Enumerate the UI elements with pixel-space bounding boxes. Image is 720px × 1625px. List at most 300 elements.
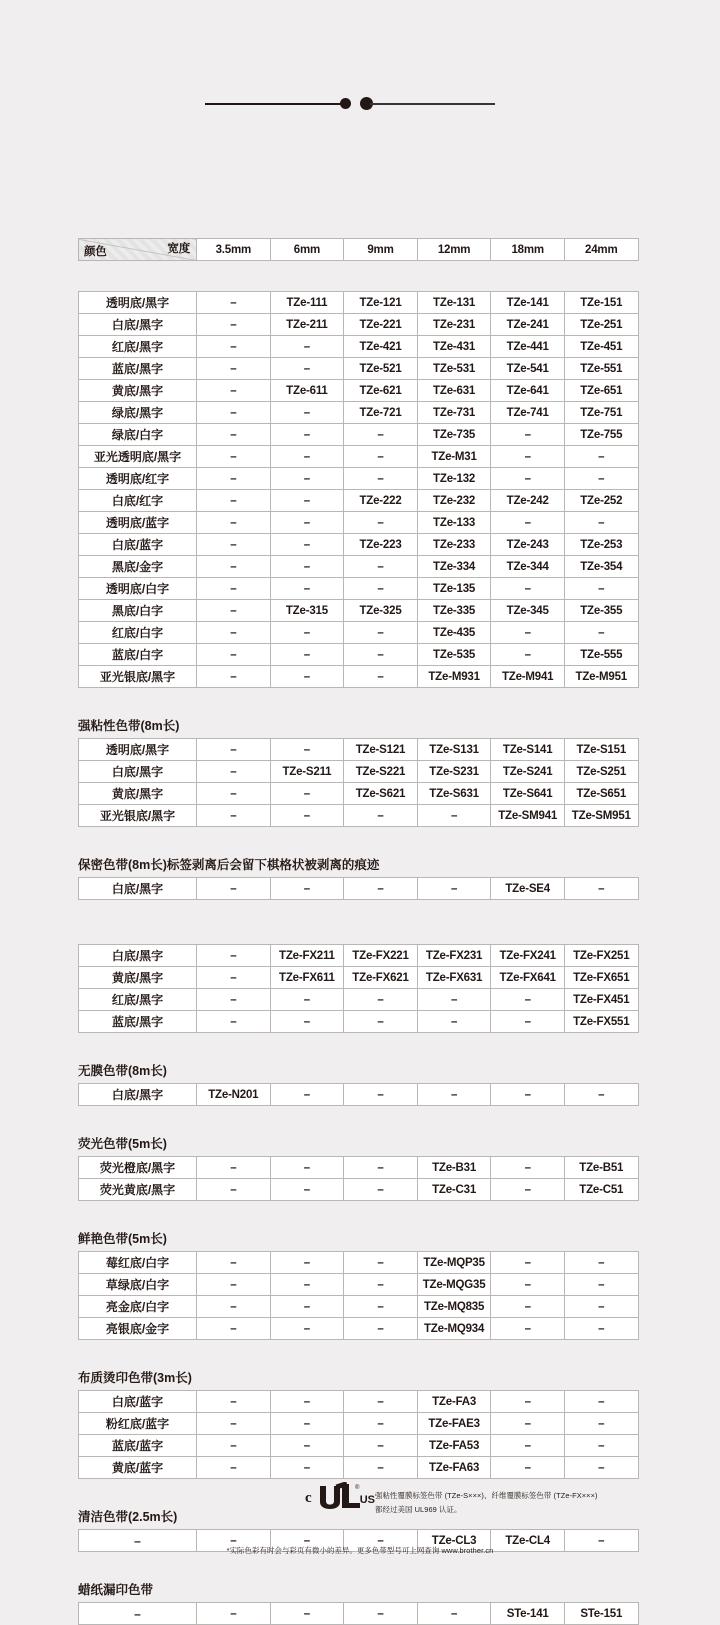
row-cell: – [344,1179,418,1201]
row-cell: – [344,468,418,490]
table-row [79,600,639,622]
table-row [79,512,639,534]
row-cell: – [197,424,271,446]
ul-text-line-1: 强粘性覆膜标签色带 (TZe-S×××)、纤维覆膜标签色带 (TZe-FX×××) [375,1491,598,1500]
table-row [79,783,639,805]
row-cell: TZe-631 [417,380,491,402]
row-cell: TZe-121 [344,292,418,314]
row-cell: TZe-FX451 [564,989,638,1011]
row-cell: – [270,1603,344,1625]
row-cell: TZe-FX611 [270,967,344,989]
table-row [79,424,639,446]
row-cell: – [270,578,344,600]
row-cell: – [197,1252,271,1274]
section-gap [78,827,638,841]
row-cell: – [270,739,344,761]
section-gap [78,688,638,702]
row-cell: TZe-232 [417,490,491,512]
row-cell: TZe-731 [417,402,491,424]
row-cell: TZe-535 [417,644,491,666]
row-cell: – [197,1603,271,1625]
row-cell: TZe-S121 [344,739,418,761]
row-cell: TZe-SE4 [491,878,565,900]
row-cell: – [344,1252,418,1274]
section-gap [78,1340,638,1354]
row-cell: TZe-MQ934 [417,1318,491,1340]
row-cell: TZe-S241 [491,761,565,783]
spec-table-section-7 [78,1390,639,1479]
row-cell: – [197,600,271,622]
row-color-label: 蓝底/黑字 [79,1011,197,1033]
row-cell: TZe-441 [491,336,565,358]
row-cell: – [197,783,271,805]
row-cell: – [197,1530,271,1552]
row-cell: TZe-131 [417,292,491,314]
table-row [79,1296,639,1318]
row-cell: – [270,1296,344,1318]
table-row [79,1157,639,1179]
row-cell: – [491,1296,565,1318]
row-color-label: 黄底/黑字 [79,380,197,402]
table-row [79,805,639,827]
row-cell: TZe-531 [417,358,491,380]
row-cell: – [564,1274,638,1296]
table-row [79,402,639,424]
row-cell: – [270,878,344,900]
ul-listing-mark-icon [305,1480,375,1514]
row-cell: TZe-FX221 [344,945,418,967]
row-cell: – [344,1084,418,1106]
row-cell: – [270,1457,344,1479]
row-cell: TZe-SM941 [491,805,565,827]
row-cell: – [197,314,271,336]
row-cell: – [270,490,344,512]
row-cell: TZe-551 [564,358,638,380]
row-cell: TZe-641 [491,380,565,402]
row-cell: TZe-151 [564,292,638,314]
column-header-1: 6mm [270,239,344,261]
row-cell: – [491,644,565,666]
row-cell: – [197,739,271,761]
row-cell: – [344,1603,418,1625]
table-row [79,1391,639,1413]
row-cell: TZe-FX251 [564,945,638,967]
section-title-0 [78,261,638,291]
table-row [79,967,639,989]
row-cell: – [197,534,271,556]
row-cell: – [197,556,271,578]
row-cell: TZe-555 [564,644,638,666]
ul-mark-us-letters: US [359,1494,375,1506]
row-cell: TZe-621 [344,380,418,402]
row-color-label: 粉红底/蓝字 [79,1413,197,1435]
column-header-5: 24mm [564,239,638,261]
row-cell: – [564,512,638,534]
row-cell: – [270,1274,344,1296]
row-color-label: 透明底/白字 [79,578,197,600]
row-cell: TZe-FX631 [417,967,491,989]
top-decorative-rule [0,88,720,120]
row-cell: – [344,878,418,900]
row-cell: TZe-FX231 [417,945,491,967]
row-cell: – [564,1252,638,1274]
row-cell: TZe-C51 [564,1179,638,1201]
row-cell: – [344,1274,418,1296]
row-cell: – [270,805,344,827]
row-cell: – [197,1457,271,1479]
row-cell: TZe-FX551 [564,1011,638,1033]
spec-table-section-2 [78,877,639,900]
row-cell: – [197,1011,271,1033]
row-cell: STe-141 [491,1603,565,1625]
row-cell: – [270,1318,344,1340]
row-cell: TZe-252 [564,490,638,512]
row-cell: TZe-611 [270,380,344,402]
row-color-label: 透明底/红字 [79,468,197,490]
spec-table-section-6 [78,1251,639,1340]
row-cell: – [491,989,565,1011]
row-cell: – [197,1435,271,1457]
row-color-label: 黄底/黑字 [79,783,197,805]
row-cell: – [197,945,271,967]
section-title-8: 清洁色带(2.5m长) [78,1510,178,1524]
row-cell: TZe-S641 [491,783,565,805]
table-row [79,490,639,512]
row-cell: TZe-B31 [417,1157,491,1179]
row-cell: TZe-355 [564,600,638,622]
row-cell: TZe-FX651 [564,967,638,989]
table-row [79,761,639,783]
section-gap [78,1033,638,1047]
spec-table-section-5 [78,1156,639,1201]
table-row [79,1084,639,1106]
row-cell: TZe-231 [417,314,491,336]
section-gap [78,900,638,914]
table-row [79,358,639,380]
row-cell: – [197,967,271,989]
row-cell: TZe-S651 [564,783,638,805]
row-color-label: 红底/黑字 [79,336,197,358]
row-cell: – [197,1274,271,1296]
row-cell: TZe-111 [270,292,344,314]
row-cell: – [344,1318,418,1340]
row-color-label: 蓝底/蓝字 [79,1435,197,1457]
row-cell: – [197,761,271,783]
spec-table-section-4 [78,1083,639,1106]
column-header-0: 3.5mm [197,239,271,261]
table-row [79,1457,639,1479]
row-cell: TZe-253 [564,534,638,556]
ul-certification-text [375,1480,598,1516]
svg-text:®: ® [355,1485,360,1491]
row-cell: TZe-541 [491,358,565,380]
row-cell: – [344,805,418,827]
row-cell: – [197,468,271,490]
row-cell: – [270,556,344,578]
row-color-label: 黄底/黑字 [79,967,197,989]
section-title-5: 荧光色带(5m长) [78,1137,167,1151]
row-color-label: 绿底/白字 [79,424,197,446]
row-cell: – [344,578,418,600]
spec-table-section-3 [78,944,639,1033]
table-row [79,945,639,967]
table-row [79,622,639,644]
row-cell: – [564,468,638,490]
table-row [79,534,639,556]
row-cell: TZe-S221 [344,761,418,783]
row-cell: – [197,1391,271,1413]
row-cell: – [417,878,491,900]
row-cell: – [344,1157,418,1179]
row-cell: – [344,1011,418,1033]
row-cell: TZe-251 [564,314,638,336]
row-cell: – [270,512,344,534]
row-cell: – [417,805,491,827]
row-cell: – [197,1296,271,1318]
row-color-label: 透明底/黑字 [79,739,197,761]
section-title-3 [78,914,638,944]
row-color-label: 亚光银底/黑字 [79,805,197,827]
tape-cartridge-spec-sheet [78,238,638,1625]
table-row [79,292,639,314]
row-cell: TZe-C31 [417,1179,491,1201]
row-cell: TZe-325 [344,600,418,622]
row-color-label: 白底/黑字 [79,1084,197,1106]
row-cell: – [491,1274,565,1296]
row-cell: TZe-S211 [270,761,344,783]
row-color-label: 白底/红字 [79,490,197,512]
row-cell: TZe-132 [417,468,491,490]
table-row [79,314,639,336]
row-cell: STe-151 [564,1603,638,1625]
row-cell: – [344,1391,418,1413]
section-title-1: 强粘性色带(8m长) [78,719,180,733]
row-color-label: 莓红底/白字 [79,1252,197,1274]
row-cell: – [270,402,344,424]
row-cell: TZe-FX241 [491,945,565,967]
row-cell: – [197,336,271,358]
table-row [79,1179,639,1201]
row-cell: – [270,534,344,556]
table-row [79,1252,639,1274]
row-cell: TZe-222 [344,490,418,512]
row-cell: TZe-345 [491,600,565,622]
table-corner-header [79,239,197,261]
row-cell: – [270,1413,344,1435]
row-cell: – [270,1391,344,1413]
row-cell: TZe-243 [491,534,565,556]
table-row [79,1603,639,1625]
table-row [79,1435,639,1457]
row-cell: – [197,578,271,600]
row-cell: – [197,644,271,666]
spec-table-section-1 [78,738,639,827]
row-cell: TZe-141 [491,292,565,314]
table-row [79,556,639,578]
table-row [79,989,639,1011]
table-row [79,666,639,688]
row-cell: TZe-735 [417,424,491,446]
row-cell: TZe-FX641 [491,967,565,989]
row-cell: – [197,380,271,402]
row-cell: TZe-S251 [564,761,638,783]
table-row [79,878,639,900]
corner-width-label: 宽度 [167,243,190,255]
row-cell: TZe-335 [417,600,491,622]
row-cell: TZe-N201 [197,1084,271,1106]
row-cell: – [270,1530,344,1552]
table-row [79,1274,639,1296]
row-color-label: 红底/白字 [79,622,197,644]
row-cell: – [270,336,344,358]
row-cell: – [417,989,491,1011]
row-cell: – [270,989,344,1011]
row-color-label: 红底/黑字 [79,989,197,1011]
row-cell: TZe-MQG35 [417,1274,491,1296]
section-title-2: 保密色带(8m长)标签剥离后会留下棋格状被剥离的痕迹 [78,858,380,872]
row-cell: – [491,1179,565,1201]
row-cell: – [270,1252,344,1274]
row-cell: TZe-334 [417,556,491,578]
section-gap [78,1106,638,1120]
row-cell: TZe-M951 [564,666,638,688]
row-cell: – [270,1011,344,1033]
row-cell: – [491,1318,565,1340]
row-color-label: 亚光银底/黑字 [79,666,197,688]
row-cell: TZe-MQP35 [417,1252,491,1274]
row-cell: – [344,1296,418,1318]
row-cell: – [491,578,565,600]
row-cell: TZe-FA3 [417,1391,491,1413]
row-cell: – [564,1318,638,1340]
row-cell: – [197,666,271,688]
row-cell: TZe-S631 [417,783,491,805]
row-cell: – [270,666,344,688]
row-color-label: 白底/黑字 [79,314,197,336]
row-cell: – [344,1530,418,1552]
spec-table-section-0 [78,291,639,688]
row-cell: TZe-FX621 [344,967,418,989]
row-cell: – [491,1084,565,1106]
rule-dot-left [340,98,351,109]
row-cell: TZe-233 [417,534,491,556]
row-cell: – [270,446,344,468]
row-cell: – [197,490,271,512]
row-cell: – [417,1603,491,1625]
row-cell: – [491,424,565,446]
row-cell: TZe-S141 [491,739,565,761]
row-cell: – [344,424,418,446]
row-color-label: 蓝底/黑字 [79,358,197,380]
row-cell: – [270,783,344,805]
spec-table-header [78,238,639,261]
spec-table-section-9 [78,1602,639,1625]
row-color-label: 亮银底/金字 [79,1318,197,1340]
row-cell: – [491,446,565,468]
row-cell: – [197,622,271,644]
row-color-label: 黄底/蓝字 [79,1457,197,1479]
table-row [79,446,639,468]
row-cell: – [270,468,344,490]
row-color-label: – [79,1530,197,1552]
row-cell: – [417,1011,491,1033]
row-cell: TZe-755 [564,424,638,446]
row-cell: TZe-B51 [564,1157,638,1179]
row-color-label: 白底/蓝字 [79,1391,197,1413]
row-cell: TZe-FX211 [270,945,344,967]
row-cell: – [564,1084,638,1106]
row-cell: TZe-741 [491,402,565,424]
row-cell: TZe-M941 [491,666,565,688]
row-cell: – [491,1391,565,1413]
ul-text-line-2: 都经过美国 UL969 认证。 [375,1504,462,1514]
table-row [79,1413,639,1435]
row-cell: TZe-CL4 [491,1530,565,1552]
row-cell: TZe-FA63 [417,1457,491,1479]
page-footer [0,1480,720,1516]
row-color-label: 荧光橙底/黑字 [79,1157,197,1179]
row-cell: – [344,512,418,534]
section-gap [78,1201,638,1215]
row-cell: TZe-S231 [417,761,491,783]
row-color-label: 白底/蓝字 [79,534,197,556]
column-header-4: 18mm [491,239,565,261]
row-cell: – [564,1457,638,1479]
row-cell: – [564,622,638,644]
row-cell: – [197,292,271,314]
row-color-label: 草绿底/白字 [79,1274,197,1296]
row-cell: TZe-211 [270,314,344,336]
row-cell: TZe-315 [270,600,344,622]
row-cell: – [270,1179,344,1201]
row-cell: TZe-242 [491,490,565,512]
row-cell: – [344,1413,418,1435]
row-cell: TZe-FAE3 [417,1413,491,1435]
table-row [79,644,639,666]
row-cell: TZe-221 [344,314,418,336]
row-cell: – [491,1435,565,1457]
row-cell: TZe-S621 [344,783,418,805]
table-row [79,1011,639,1033]
row-cell: – [344,622,418,644]
row-cell: TZe-651 [564,380,638,402]
row-cell: TZe-751 [564,402,638,424]
row-cell: – [197,1179,271,1201]
section-title-9: 蜡纸漏印色带 [78,1583,154,1597]
row-cell: – [270,622,344,644]
row-cell: – [491,1157,565,1179]
row-cell: – [344,666,418,688]
row-cell: TZe-421 [344,336,418,358]
row-cell: TZe-431 [417,336,491,358]
row-cell: TZe-521 [344,358,418,380]
row-cell: – [270,1435,344,1457]
rule-right-segment [370,103,495,105]
table-row [79,336,639,358]
section-title-4: 无膜色带(8m长) [78,1064,167,1078]
row-cell: TZe-241 [491,314,565,336]
row-cell: – [564,1296,638,1318]
row-cell: TZe-S151 [564,739,638,761]
row-cell: – [270,424,344,446]
row-cell: – [197,878,271,900]
row-cell: – [564,1435,638,1457]
row-color-label: 蓝底/白字 [79,644,197,666]
corner-color-label: 颜色 [84,246,107,258]
column-header-2: 9mm [344,239,418,261]
row-cell: – [270,358,344,380]
row-cell: – [344,644,418,666]
